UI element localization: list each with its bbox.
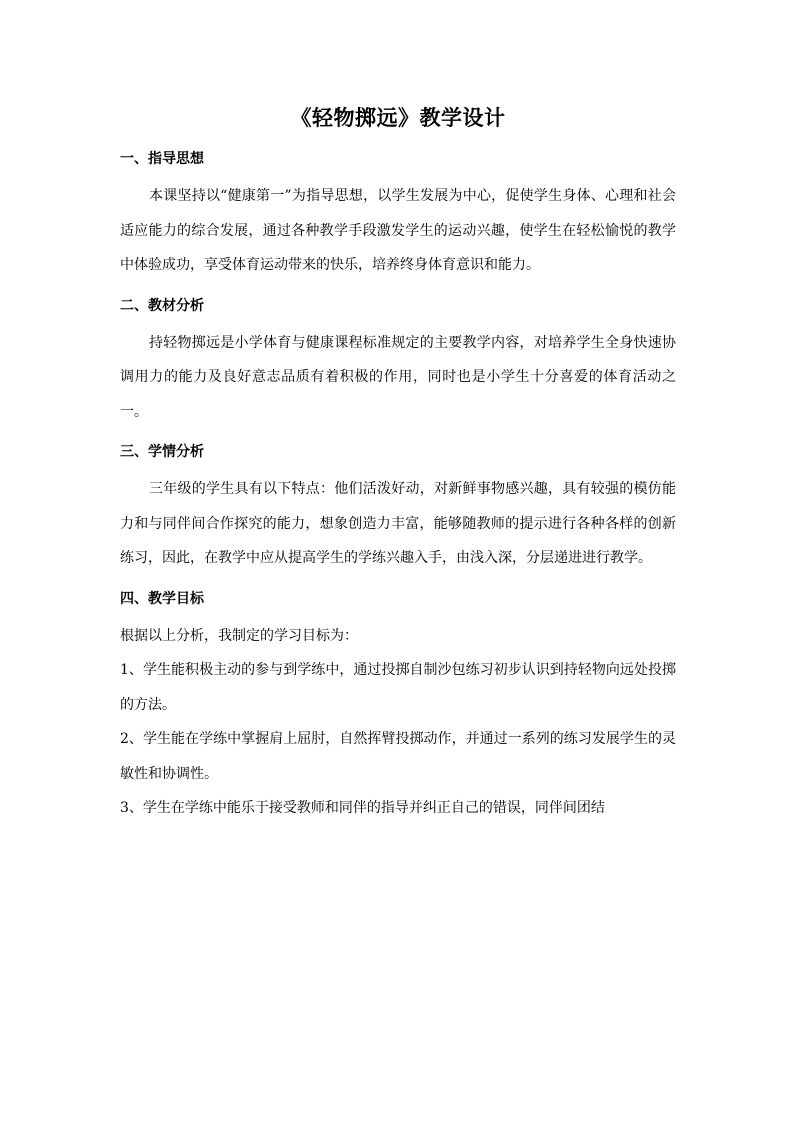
objectives-intro: 根据以上分析，我制定的学习目标为：	[120, 627, 358, 644]
section-paragraph-guiding-ideology: 本课坚持以“健康第一”为指导思想，以学生发展为中心，促使学生身体、心理和社会适应能力的综合发展，通过各种教学手段激发学生的运动兴趣，使学生在轻松愉悦的教学中体验成功，享受体育运动带来的快乐，培养终身体育意识和能力。	[120, 188, 676, 273]
document-title: 《轻物掷远》教学设计	[290, 105, 506, 130]
section-paragraph-material-analysis: 持轻物掷远是小学体育与健康课程标准规定的主要教学内容，对培养学生全身快速协调用力的能力及良好意志品质有着积极的作用，同时也是小学生十分喜爱的体育活动之一。	[120, 334, 676, 420]
section-heading-learner-analysis: 三、学情分析	[120, 444, 204, 460]
section-heading-teaching-objectives: 四、教学目标	[120, 590, 204, 607]
objective-item-2: 2、学生能在学练中掌握肩上屈肘，自然挥臂投掷动作，并通过一系列的练习发展学生的灵敏性和协调性。	[120, 731, 676, 782]
document-body	[120, 100, 676, 826]
objective-item-3: 3、学生在学练中能乐于接受教师和同伴的指导并纠正自己的错误，同伴间团结	[120, 800, 605, 816]
section-paragraph-learner-analysis: 三年级的学生具有以下特点：他们活泼好动，对新鲜事物感兴趣，具有较强的模仿能力和与同伴间合作探究的能力，想象创造力丰富，能够随教师的提示进行各种各样的创新练习，因此，在教学中应从提高学生的学练兴趣入手，由浅入深，分层递进进行教学。	[120, 481, 676, 566]
objective-item-1: 1、学生能积极主动的参与到学练中，通过投掷自制沙包练习初步认识到持轻物向远处投掷的方法。	[120, 662, 676, 713]
section-heading-material-analysis: 二、教材分析	[120, 297, 204, 314]
section-heading-guiding-ideology: 一、指导思想	[120, 151, 204, 167]
